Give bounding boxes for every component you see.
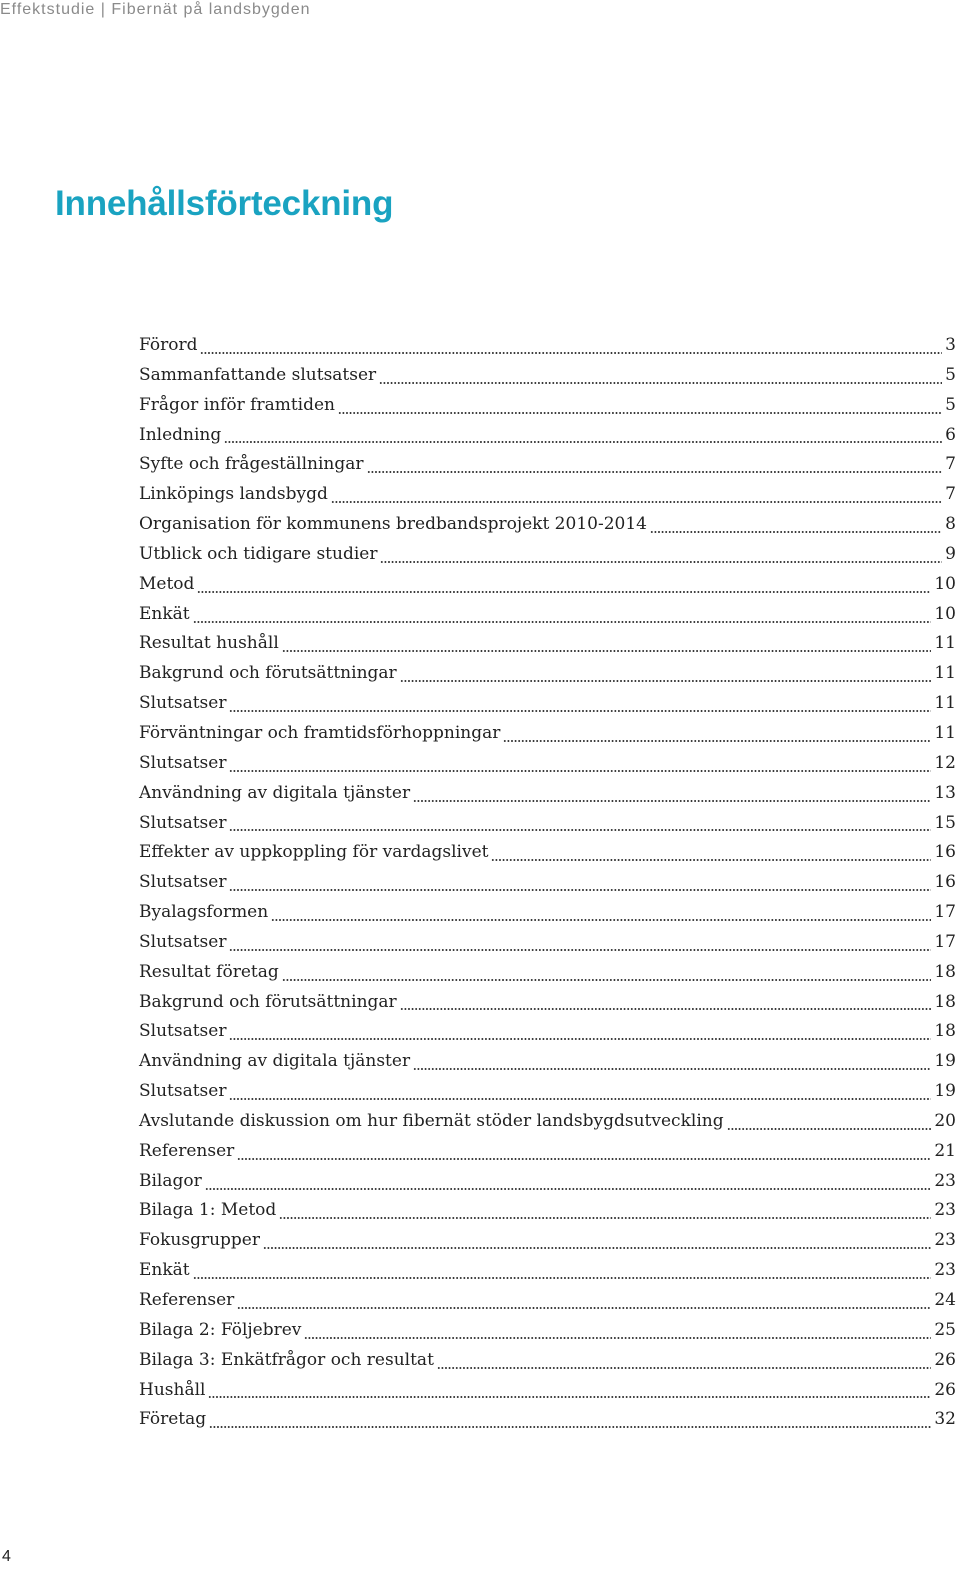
- toc-entry-title: Slutsatser: [139, 693, 227, 714]
- toc-entry-title: Enkät: [139, 1260, 190, 1281]
- toc-entry-page: 17: [934, 931, 956, 952]
- toc-entry-page: 11: [934, 663, 956, 684]
- toc-entry-title: Bakgrund och förutsättningar: [139, 991, 397, 1012]
- toc-entry[interactable]: [139, 1137, 956, 1167]
- toc-entry-title: Förord: [139, 335, 198, 355]
- toc-entry-page: 11: [934, 633, 956, 654]
- toc-dot-leader: [229, 710, 931, 712]
- toc-dot-leader: [229, 949, 931, 951]
- toc-entry-title: Bakgrund och förutsättningar: [139, 663, 397, 684]
- toc-entry[interactable]: [139, 1405, 956, 1435]
- toc-entry-title: Förväntningar och framtidsförhoppningar: [139, 722, 501, 743]
- toc-dot-leader: [367, 471, 943, 473]
- toc-entry-title: Avslutande diskussion om hur fibernät stöder landsbygdsutveckling: [139, 1110, 724, 1131]
- toc-entry-title: Slutsatser: [139, 1081, 227, 1102]
- toc-entry-page: 23: [934, 1230, 956, 1251]
- toc-dot-leader: [200, 352, 942, 354]
- toc-entry-page: 6: [945, 424, 956, 445]
- toc-entry[interactable]: [139, 958, 956, 988]
- toc-entry-page: 10: [934, 573, 956, 594]
- toc-entry-title: Frågor inför framtiden: [139, 394, 335, 415]
- toc-entry-page: 5: [945, 364, 956, 385]
- toc-entry[interactable]: [139, 928, 956, 958]
- toc-dot-leader: [400, 680, 932, 682]
- toc-entry-page: 18: [934, 961, 956, 982]
- toc-entry-page: 16: [934, 842, 956, 863]
- toc-entry-page: 16: [934, 872, 956, 893]
- toc-entry[interactable]: [139, 809, 956, 839]
- toc-dot-leader: [229, 889, 931, 891]
- toc-entry[interactable]: [139, 1256, 956, 1286]
- toc-entry-title: Referenser: [139, 1290, 235, 1310]
- toc-entry[interactable]: [139, 540, 956, 570]
- toc-dot-leader: [413, 1068, 931, 1070]
- toc-entry-page: 23: [934, 1200, 956, 1221]
- toc-entry[interactable]: [139, 689, 956, 719]
- page-number: 4: [2, 1548, 11, 1565]
- toc-entry[interactable]: [139, 1196, 956, 1226]
- toc-dot-leader: [209, 1426, 931, 1428]
- toc-entry-title: Slutsatser: [139, 931, 227, 952]
- toc-dot-leader: [208, 1396, 931, 1398]
- toc-entry-page: 7: [945, 484, 956, 505]
- toc-entry-title: Bilagor: [139, 1170, 202, 1191]
- toc-entry-page: 9: [945, 543, 956, 564]
- running-header: Effektstudie | Fibernät på landsbygden: [0, 1, 311, 18]
- toc-entry-title: Fokusgrupper: [139, 1230, 260, 1251]
- toc-entry-page: 25: [934, 1319, 956, 1340]
- toc-dot-leader: [650, 531, 942, 533]
- toc-entry-title: Syfte och frågeställningar: [139, 454, 364, 475]
- toc-dot-leader: [279, 1217, 931, 1219]
- toc-entry[interactable]: [139, 361, 956, 391]
- toc-entry-page: 19: [934, 1051, 956, 1072]
- toc-entry-page: 19: [934, 1081, 956, 1102]
- toc-entry-title: Företag: [139, 1409, 207, 1430]
- toc-entry[interactable]: [139, 898, 956, 928]
- page-title: Innehållsförteckning: [55, 184, 394, 223]
- toc-dot-leader: [503, 740, 931, 742]
- toc-entry[interactable]: [139, 1316, 956, 1346]
- toc-entry[interactable]: [139, 1376, 956, 1406]
- toc-entry-title: Linköpings landsbygd: [139, 484, 328, 505]
- toc-dot-leader: [413, 800, 931, 802]
- toc-entry[interactable]: [139, 1107, 956, 1137]
- toc-entry-page: 20: [934, 1110, 956, 1131]
- toc-entry-title: Effekter av uppkoppling för vardagslivet: [139, 842, 489, 863]
- table-of-contents: [139, 331, 956, 1435]
- toc-entry[interactable]: [139, 1286, 956, 1316]
- toc-entry[interactable]: [139, 868, 956, 898]
- toc-entry[interactable]: [139, 1226, 956, 1256]
- toc-dot-leader: [193, 1277, 932, 1279]
- toc-dot-leader: [400, 1008, 932, 1010]
- toc-entry-title: Inledning: [139, 424, 222, 445]
- toc-entry-page: 26: [934, 1379, 956, 1400]
- toc-entry-page: 26: [934, 1349, 956, 1370]
- toc-entry-page: 11: [934, 693, 956, 714]
- toc-dot-leader: [282, 650, 932, 652]
- toc-entry-title: Bilaga 1: Metod: [139, 1200, 277, 1221]
- toc-dot-leader: [193, 621, 932, 623]
- toc-entry-page: 8: [945, 514, 956, 535]
- toc-entry-title: Slutsatser: [139, 872, 227, 893]
- toc-entry[interactable]: [139, 988, 956, 1018]
- toc-entry-page: 13: [934, 782, 956, 803]
- toc-entry-page: 23: [934, 1260, 956, 1281]
- toc-entry[interactable]: [139, 600, 956, 630]
- toc-entry[interactable]: [139, 391, 956, 421]
- toc-entry-title: Byalagsformen: [139, 902, 269, 923]
- toc-dot-leader: [224, 441, 942, 443]
- toc-entry[interactable]: [139, 1346, 956, 1376]
- toc-entry[interactable]: [139, 1047, 956, 1077]
- toc-entry-title: Referenser: [139, 1140, 235, 1161]
- toc-entry-title: Bilaga 2: Följebrev: [139, 1319, 302, 1340]
- toc-dot-leader: [304, 1337, 931, 1339]
- toc-entry[interactable]: [139, 570, 956, 600]
- toc-entry[interactable]: [139, 629, 956, 659]
- toc-entry-page: 3: [945, 335, 956, 355]
- toc-entry-title: Metod: [139, 573, 195, 594]
- toc-dot-leader: [229, 1098, 931, 1100]
- toc-entry[interactable]: [139, 331, 956, 361]
- toc-dot-leader: [205, 1188, 932, 1190]
- toc-entry-page: 21: [934, 1140, 956, 1161]
- toc-entry-page: 15: [934, 812, 956, 833]
- toc-entry-page: 11: [934, 722, 956, 743]
- toc-entry[interactable]: [139, 1077, 956, 1107]
- toc-entry-title: Bilaga 3: Enkätfrågor och resultat: [139, 1349, 434, 1370]
- toc-entry-page: 7: [945, 454, 956, 475]
- toc-dot-leader: [331, 501, 942, 503]
- toc-entry[interactable]: [139, 719, 956, 749]
- toc-dot-leader: [271, 919, 931, 921]
- toc-dot-leader: [727, 1128, 932, 1130]
- toc-entry-page: 10: [934, 603, 956, 624]
- toc-entry-title: Organisation för kommunens bredbandsprojekt 2010-2014: [139, 514, 647, 535]
- toc-dot-leader: [229, 770, 931, 772]
- toc-dot-leader: [263, 1247, 931, 1249]
- toc-dot-leader: [380, 561, 942, 563]
- toc-entry[interactable]: [139, 838, 956, 868]
- toc-entry-title: Resultat hushåll: [139, 633, 279, 654]
- toc-dot-leader: [491, 859, 931, 861]
- toc-entry-title: Användning av digitala tjänster: [139, 1051, 411, 1072]
- toc-entry-page: 32: [934, 1409, 956, 1430]
- toc-entry-title: Slutsatser: [139, 1021, 227, 1042]
- toc-dot-leader: [229, 829, 931, 831]
- toc-entry-page: 17: [934, 902, 956, 923]
- toc-entry-page: 18: [934, 1021, 956, 1042]
- toc-entry-page: 12: [934, 752, 956, 773]
- toc-entry-page: 23: [934, 1170, 956, 1191]
- toc-dot-leader: [197, 591, 931, 593]
- toc-entry-title: Enkät: [139, 603, 190, 624]
- toc-dot-leader: [229, 1038, 931, 1040]
- toc-dot-leader: [237, 1307, 931, 1309]
- toc-entry[interactable]: [139, 421, 956, 451]
- toc-entry[interactable]: [139, 1017, 956, 1047]
- toc-dot-leader: [338, 412, 942, 414]
- toc-entry-title: Sammanfattande slutsatser: [139, 364, 377, 385]
- toc-entry-title: Användning av digitala tjänster: [139, 782, 411, 803]
- toc-entry[interactable]: [139, 749, 956, 779]
- toc-dot-leader: [282, 979, 932, 981]
- toc-entry-title: Resultat företag: [139, 961, 279, 982]
- toc-entry-title: Slutsatser: [139, 812, 227, 833]
- toc-entry-page: 24: [934, 1290, 956, 1310]
- toc-entry[interactable]: [139, 480, 956, 510]
- toc-entry[interactable]: [139, 659, 956, 689]
- toc-entry-page: 5: [945, 394, 956, 415]
- toc-entry-title: Hushåll: [139, 1379, 206, 1400]
- toc-entry-title: Utblick och tidigare studier: [139, 543, 378, 564]
- toc-entry-title: Slutsatser: [139, 752, 227, 773]
- toc-entry[interactable]: [139, 510, 956, 540]
- toc-dot-leader: [237, 1158, 931, 1160]
- toc-dot-leader: [437, 1367, 931, 1369]
- toc-entry[interactable]: [139, 450, 956, 480]
- toc-dot-leader: [379, 382, 942, 384]
- toc-entry[interactable]: [139, 1167, 956, 1197]
- toc-entry-page: 18: [934, 991, 956, 1012]
- toc-entry[interactable]: [139, 779, 956, 809]
